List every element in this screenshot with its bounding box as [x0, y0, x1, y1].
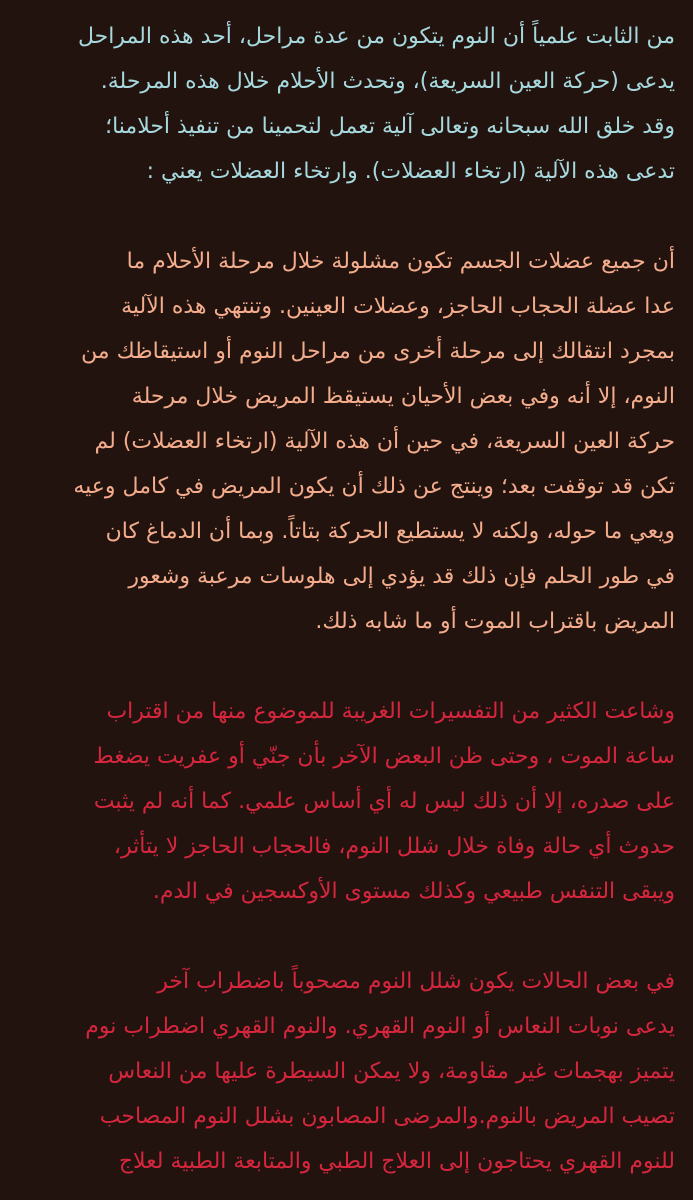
- text-line: ويعي ما حوله، ولكنه لا يستطيع الحركة بتاتاً. وبما أن الدماغ كان: [105, 519, 675, 544]
- text-line: يدعى (حركة العين السريعة)، وتحدث الأحلام خلال هذه المرحلة.: [100, 69, 675, 94]
- text-line: من الثابت علمياً أن النوم يتكون من عدة مراحل، أحد هذه المراحل: [77, 24, 675, 49]
- text-line: النوم، إلا أنه وفي بعض الأحيان يستيقظ المريض خلال مرحلة: [131, 384, 675, 409]
- text-line: وقد خلق الله سبحانه وتعالى آلية تعمل لتحمينا من تنفيذ أحلامنا؛: [105, 114, 675, 139]
- text-line: حدوث أي حالة وفاة خلال شلل النوم، فالحجاب الحاجز لا يتأثر،: [113, 834, 675, 859]
- text-line: في طور الحلم فإن ذلك قد يؤدي إلى هلوسات مرعبة وشعور: [128, 564, 675, 589]
- paragraph-myths: [18, 689, 675, 914]
- text-line: ويبقى التنفس طبيعي وكذلك مستوى الأوكسجين في الدم.: [152, 879, 675, 904]
- text-line: حركة العين السريعة، في حين أن هذه الآلية (ارتخاء العضلات) لم: [94, 429, 675, 454]
- text-line: يدعى نوبات النعاس أو النوم القهري. والنوم القهري اضطراب نوم: [85, 1014, 675, 1039]
- text-line: يتميز بهجمات غير مقاومة، ولا يمكن السيطرة عليها من النعاس: [108, 1059, 675, 1084]
- text-line: في بعض الحالات يكون شلل النوم مصحوباً باضطراب آخر: [157, 969, 675, 994]
- text-line: ساعة الموت ، وحتى ظن البعض الآخر بأن جنّي أو عفريت يضغط: [93, 744, 675, 769]
- text-line: عدا عضلة الحجاب الحاجز، وعضلات العينين. وتنتهي هذه الآلية: [121, 294, 675, 319]
- paragraph-narcolepsy: [18, 959, 675, 1184]
- paragraph-rem-sleep: [18, 14, 675, 194]
- text-line: تدعى هذه الآلية (ارتخاء العضلات). وارتخاء العضلات يعني :: [146, 159, 675, 184]
- text-line: المريض باقتراب الموت أو ما شابه ذلك.: [315, 609, 675, 634]
- text-line: تكن قد توقفت بعد؛ وينتج عن ذلك أن يكون المريض في كامل وعيه: [73, 474, 675, 499]
- text-line: بمجرد انتقالك إلى مرحلة أخرى من مراحل النوم أو استيقاظك من: [81, 339, 675, 364]
- text-line: أن جميع عضلات الجسم تكون مشلولة خلال مرحلة الأحلام ما: [126, 249, 675, 274]
- text-line: للنوم القهري يحتاجون إلى العلاج الطبي والمتابعة الطبية لعلاج: [118, 1149, 675, 1174]
- paragraph-muscle-atonia: [18, 239, 675, 644]
- text-line: تصيب المريض بالنوم.والمرضى المصابون بشلل النوم المصاحب: [99, 1104, 675, 1129]
- text-line: وشاعت الكثير من التفسيرات الغريبة للموضوع منها من اقتراب: [106, 699, 675, 724]
- text-line: على صدره، إلا أن ذلك ليس له أي أساس علمي. كما أنه لم يثبت: [93, 789, 675, 814]
